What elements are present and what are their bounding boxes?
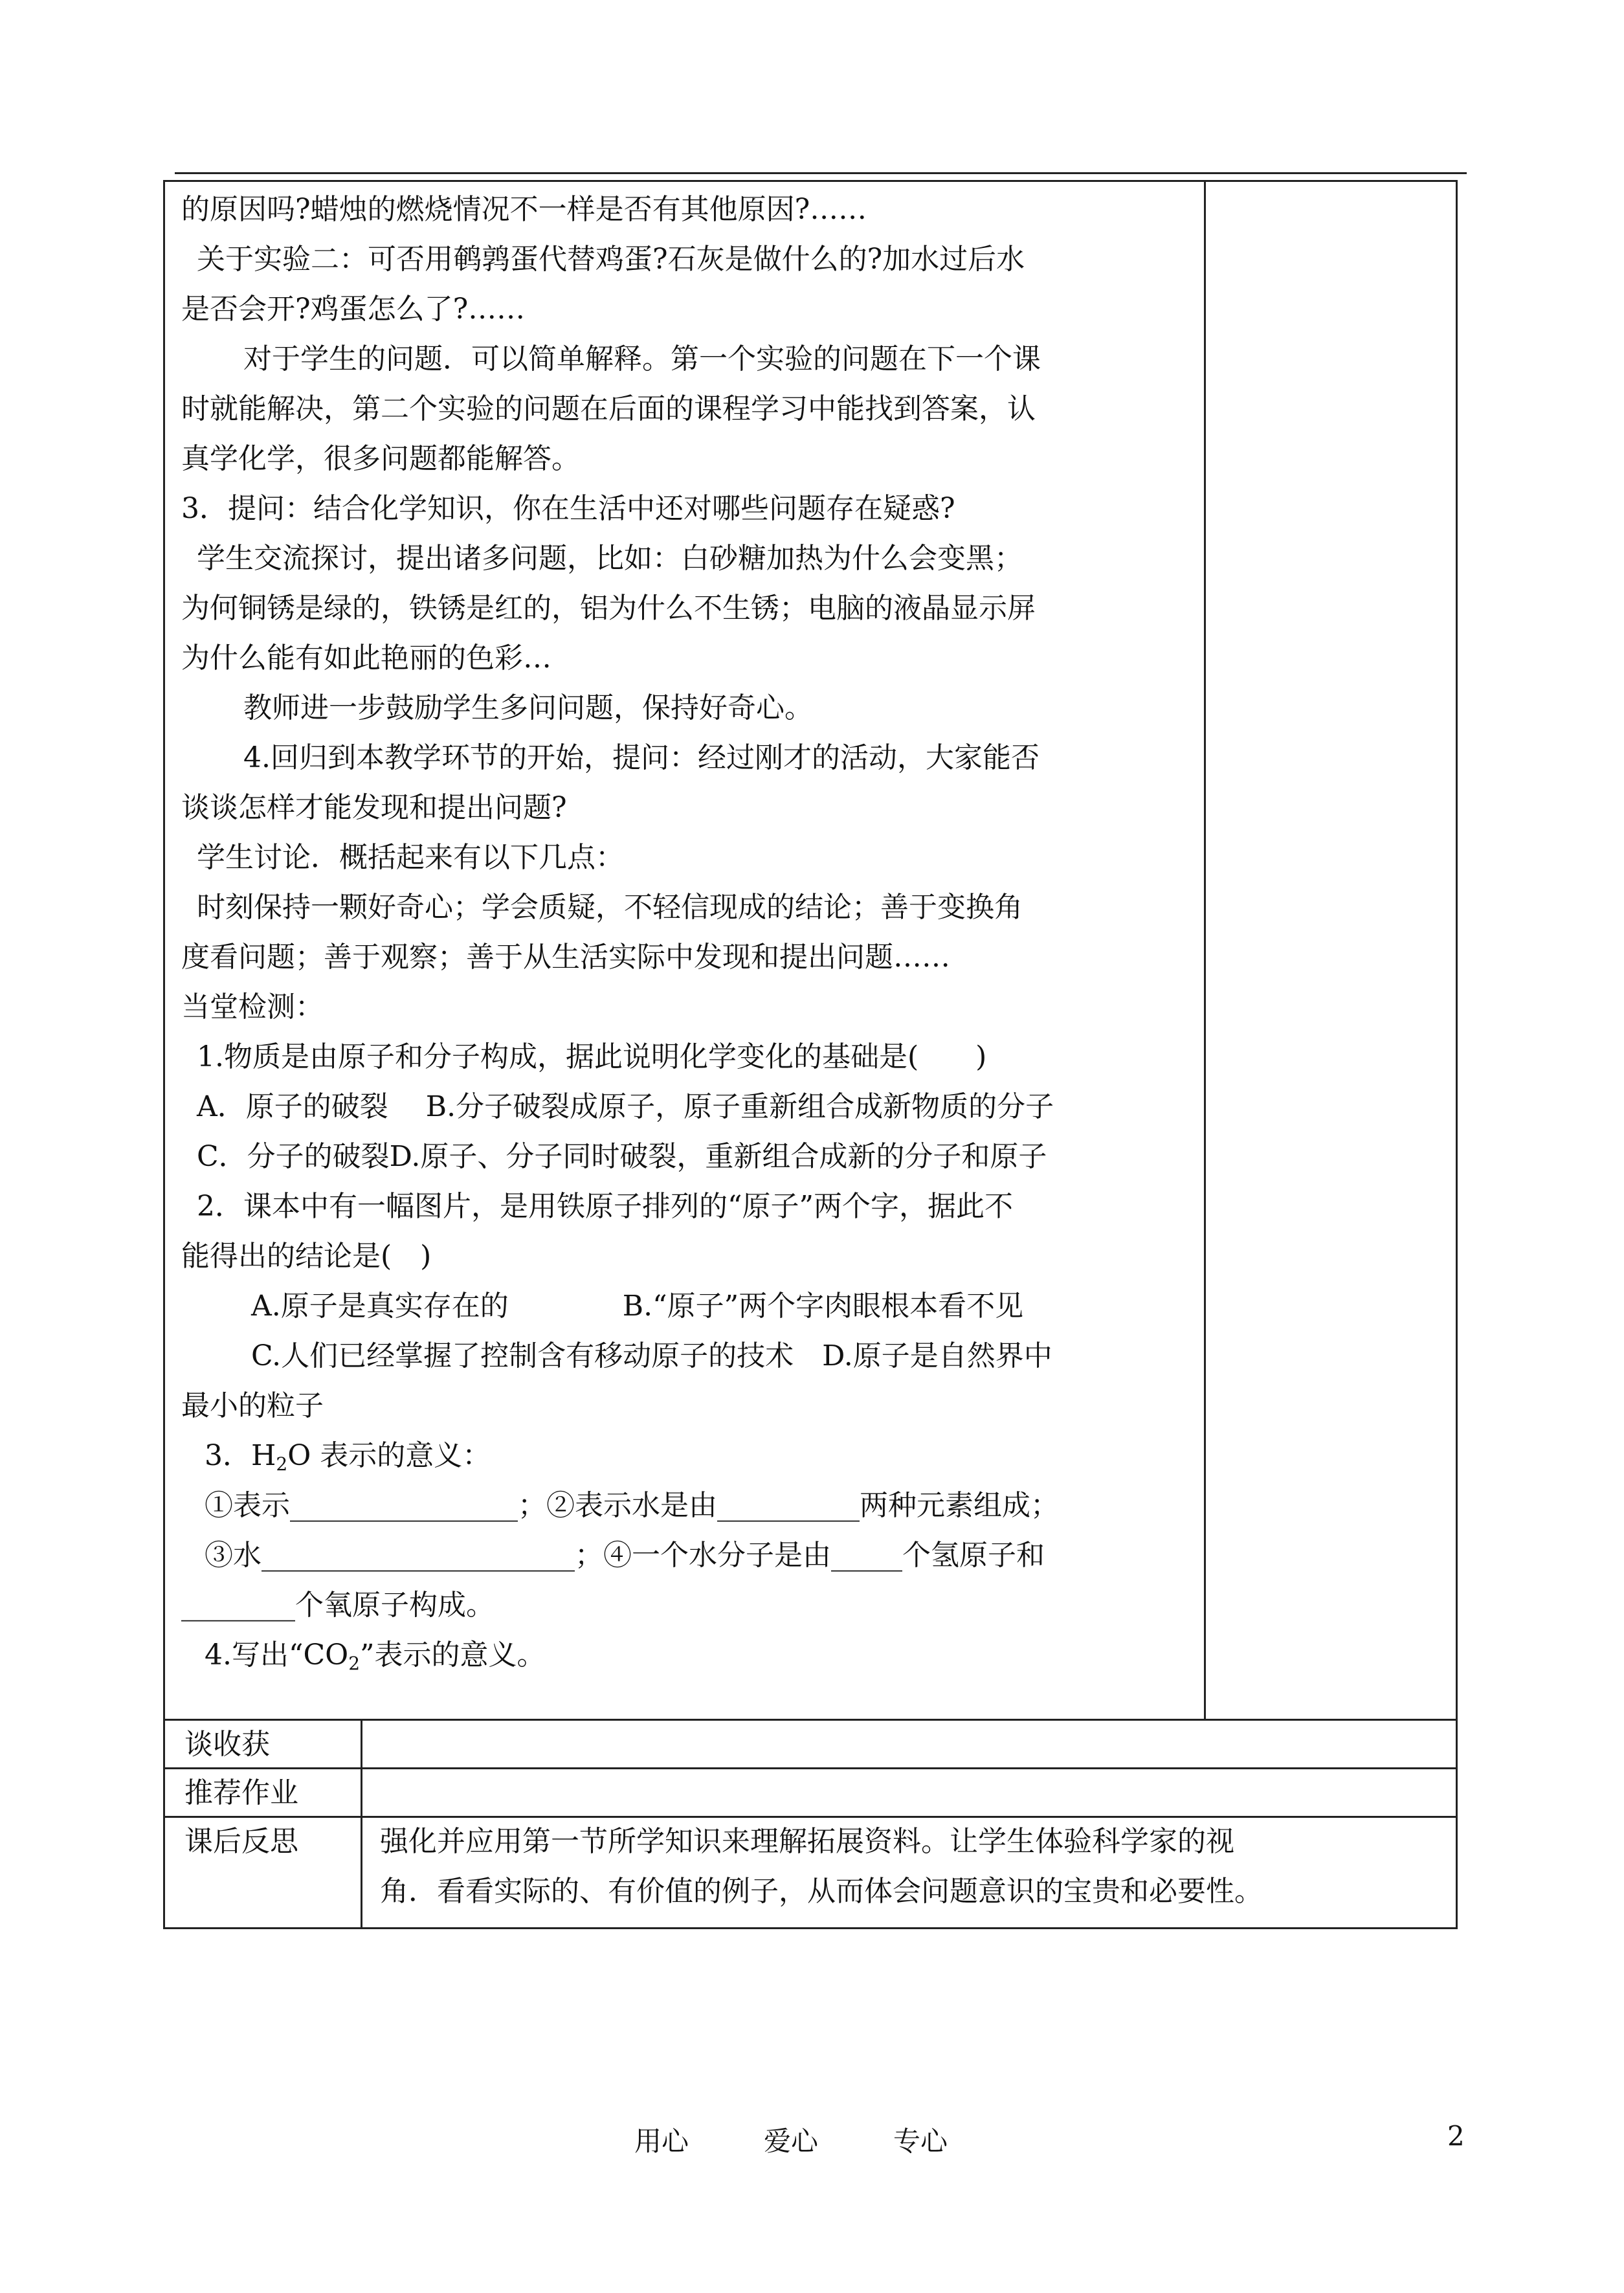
question-3 bbox=[181, 1431, 1204, 1481]
question-2-cont: 能得出的结论是( ) bbox=[181, 1240, 432, 1273]
reflection-text-2: 角．看看实际的、有价值的例子，从而体会问题意识的宝贵和必要性。 bbox=[380, 1875, 1263, 1908]
q4-subscript: 2 bbox=[348, 1653, 361, 1674]
footer-word: 爱心 bbox=[764, 2125, 819, 2157]
content-line: 对于学生的问题．可以简单解释。第一个实验的问题在下一个课 bbox=[243, 342, 1041, 375]
question-1: 1.物质是由原子和分子构成，据此说明化学变化的基础是( ) bbox=[197, 1040, 987, 1073]
question-2-options-cd: C.人们已经掌握了控制含有移动原子的技术 D.原子是自然界中 bbox=[251, 1339, 1052, 1372]
question-1-options-cd: C．分子的破裂D.原子、分子同时破裂，重新组合成新的分子和原子 bbox=[197, 1140, 1047, 1173]
q4-prefix: 4.写出“CO bbox=[205, 1639, 349, 1672]
q3-prefix: 3．H bbox=[205, 1439, 276, 1472]
question-2-options-ab: A.原子是真实存在的 B.“原子”两个字肉眼根本看不见 bbox=[251, 1290, 1024, 1323]
row-label: 课后反思 bbox=[184, 1825, 298, 1858]
content-line: 的原因吗?蜡烛的燃烧情况不一样是否有其他原因?…… bbox=[181, 193, 867, 226]
content-line: 学生交流探讨，提出诸多问题，比如：白砂糖加热为什么会变黑； bbox=[197, 542, 1023, 575]
content-line: 关于实验二：可否用鹌鹑蛋代替鸡蛋?石灰是做什么的?加水过后水 bbox=[197, 243, 1025, 276]
question-1-options-ab: A．原子的破裂 B.分子破裂成原子，原子重新组合成新物质的分子 bbox=[197, 1090, 1054, 1123]
page-number: 2 bbox=[1447, 2120, 1465, 2152]
row-divider bbox=[361, 1769, 362, 1816]
summary-table bbox=[163, 1719, 1458, 1929]
content-line: 谈谈怎样才能发现和提出问题? bbox=[181, 791, 567, 824]
q3-subscript: 2 bbox=[276, 1453, 288, 1475]
page-footer bbox=[0, 2120, 1624, 2172]
reflection-text-1: 强化并应用第一节所学知识来理解拓展资料。让学生体验科学家的视 bbox=[380, 1825, 1234, 1858]
q3-suffix: O 表示的意义： bbox=[287, 1439, 491, 1472]
row-homework bbox=[165, 1767, 1456, 1816]
lesson-content bbox=[181, 185, 1204, 1680]
notes-column-divider bbox=[1204, 180, 1206, 1721]
content-line: 时刻保持一颗好奇心；学会质疑，不轻信现成的结论；善于变换角 bbox=[197, 891, 1023, 924]
footer-word: 用心 bbox=[634, 2125, 689, 2157]
question-3-blank-2: ③水______________________；④一个水分子是由_____个氢原子和 bbox=[205, 1539, 1045, 1572]
content-line: 4.回归到本教学环节的开始，提问：经过刚才的活动，大家能否 bbox=[243, 741, 1040, 774]
content-line: 是否会开?鸡蛋怎么了?…… bbox=[181, 293, 526, 326]
question-3-blank-3: ________个氧原子构成。 bbox=[181, 1589, 495, 1622]
row-label: 谈收获 bbox=[184, 1728, 270, 1761]
question-4 bbox=[181, 1630, 1204, 1680]
content-line: 教师进一步鼓励学生多问问题，保持好奇心。 bbox=[243, 691, 813, 724]
row-reflection bbox=[165, 1816, 1456, 1927]
content-line: 真学化学，很多问题都能解答。 bbox=[181, 442, 580, 475]
content-line: 学生讨论．概括起来有以下几点： bbox=[197, 841, 624, 874]
content-line: 当堂检测： bbox=[181, 990, 324, 1023]
row-harvest bbox=[165, 1719, 1456, 1767]
row-label: 推荐作业 bbox=[184, 1776, 298, 1809]
content-line: 时就能解决，第二个实验的问题在后面的课程学习中能找到答案，认 bbox=[181, 392, 1036, 425]
content-line: 为何铜锈是绿的，铁锈是红的，铝为什么不生锈；电脑的液晶显示屏 bbox=[181, 592, 1036, 625]
question-2-cont: 最小的粒子 bbox=[181, 1389, 324, 1422]
header-rule bbox=[175, 172, 1467, 174]
row-divider bbox=[361, 1721, 362, 1767]
row-divider bbox=[361, 1818, 362, 1927]
question-2: 2．课本中有一幅图片，是用铁原子排列的“原子”两个字，据此不 bbox=[197, 1190, 1013, 1223]
question-3-blank-1: ①表示________________；②表示水是由__________两种元素组成； bbox=[205, 1489, 1059, 1522]
q4-suffix: ”表示的意义。 bbox=[360, 1639, 546, 1672]
content-line: 为什么能有如此艳丽的色彩… bbox=[181, 642, 551, 675]
content-line: 度看问题；善于观察；善于从生活实际中发现和提出问题…… bbox=[181, 941, 950, 974]
content-line: 3．提问：结合化学知识，你在生活中还对哪些问题存在疑惑? bbox=[181, 492, 955, 525]
footer-word: 专心 bbox=[893, 2125, 948, 2157]
